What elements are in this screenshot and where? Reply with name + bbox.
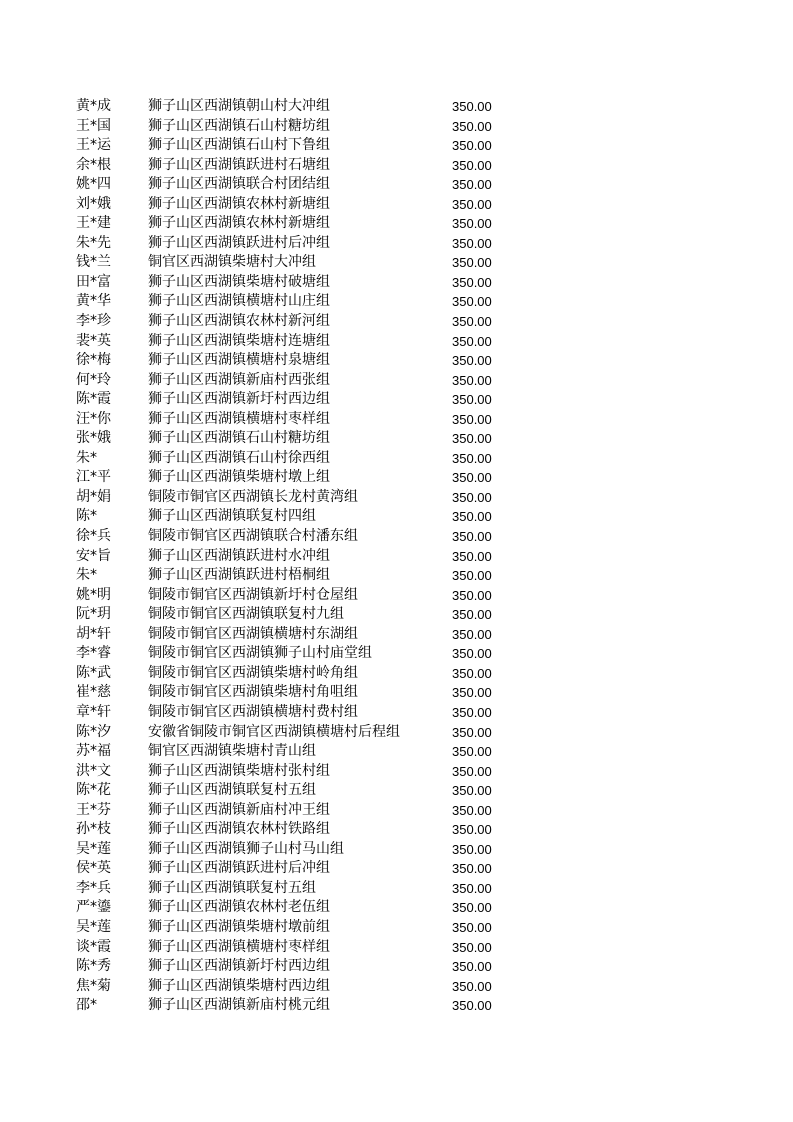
table-row [0, 371, 793, 391]
address-cell: 狮子山区西湖镇新圩村西边组 [148, 958, 330, 975]
address-cell: 铜陵市铜官区西湖镇长龙村黄湾组 [148, 488, 358, 505]
address-cell: 铜陵市铜官区西湖镇横塘村东湖组 [148, 625, 358, 642]
address-cell: 狮子山区西湖镇跃进村水冲组 [148, 547, 330, 564]
address-cell: 铜陵市铜官区西湖镇新圩村仓屋组 [148, 586, 358, 603]
table-row [0, 664, 793, 684]
table-row [0, 117, 793, 137]
table-row [0, 801, 793, 821]
table-row [0, 605, 793, 625]
name-cell: 陈* [76, 508, 97, 525]
name-cell: 李*珍 [76, 313, 111, 330]
table-row [0, 879, 793, 899]
amount-cell: 350.00 [452, 509, 492, 525]
amount-cell: 350.00 [452, 489, 492, 505]
address-cell: 狮子山区西湖镇狮子山村马山组 [148, 840, 344, 857]
name-cell: 姚*明 [76, 586, 111, 603]
address-cell: 狮子山区西湖镇联复村四组 [148, 508, 316, 525]
amount-cell: 350.00 [452, 411, 492, 427]
name-cell: 徐*梅 [76, 352, 111, 369]
name-cell: 苏*福 [76, 743, 111, 760]
table-row [0, 234, 793, 254]
amount-cell: 350.00 [452, 783, 492, 799]
amount-cell: 350.00 [452, 763, 492, 779]
amount-cell: 350.00 [452, 353, 492, 369]
address-cell: 狮子山区西湖镇石山村糖坊组 [148, 117, 330, 134]
name-cell: 徐*兵 [76, 528, 111, 545]
subsidy-list-table [0, 97, 793, 1016]
name-cell: 洪*文 [76, 762, 111, 779]
address-cell: 狮子山区西湖镇横塘村枣样组 [148, 938, 330, 955]
address-cell: 狮子山区西湖镇柴塘村墩上组 [148, 469, 330, 486]
amount-cell: 350.00 [452, 333, 492, 349]
address-cell: 铜官区西湖镇柴塘村青山组 [148, 743, 316, 760]
table-row [0, 683, 793, 703]
address-cell: 狮子山区西湖镇跃进村后冲组 [148, 860, 330, 877]
amount-cell: 350.00 [452, 450, 492, 466]
address-cell: 狮子山区西湖镇跃进村梧桐组 [148, 567, 330, 584]
name-cell: 王*芬 [76, 801, 111, 818]
address-cell: 狮子山区西湖镇横塘村山庄组 [148, 293, 330, 310]
name-cell: 李*睿 [76, 645, 111, 662]
table-row [0, 292, 793, 312]
amount-cell: 350.00 [452, 372, 492, 388]
table-row [0, 507, 793, 527]
name-cell: 陈*花 [76, 782, 111, 799]
amount-cell: 350.00 [452, 744, 492, 760]
address-cell: 狮子山区西湖镇横塘村枣样组 [148, 410, 330, 427]
amount-cell: 350.00 [452, 314, 492, 330]
name-cell: 李*兵 [76, 879, 111, 896]
table-row [0, 566, 793, 586]
address-cell: 狮子山区西湖镇跃进村后冲组 [148, 234, 330, 251]
name-cell: 崔*慈 [76, 684, 111, 701]
amount-cell: 350.00 [452, 665, 492, 681]
name-cell: 陈*武 [76, 664, 111, 681]
name-cell: 胡*轩 [76, 625, 111, 642]
amount-cell: 350.00 [452, 959, 492, 975]
table-row [0, 742, 793, 762]
table-row [0, 156, 793, 176]
table-row [0, 820, 793, 840]
table-row [0, 214, 793, 234]
table-row [0, 527, 793, 547]
address-cell: 狮子山区西湖镇横塘村泉塘组 [148, 352, 330, 369]
table-row [0, 468, 793, 488]
amount-cell: 350.00 [452, 274, 492, 290]
table-row [0, 195, 793, 215]
amount-cell: 350.00 [452, 822, 492, 838]
amount-cell: 350.00 [452, 841, 492, 857]
table-row [0, 938, 793, 958]
table-row [0, 957, 793, 977]
name-cell: 朱*先 [76, 234, 111, 251]
table-row [0, 332, 793, 352]
amount-cell: 350.00 [452, 880, 492, 896]
table-row [0, 429, 793, 449]
address-cell: 狮子山区西湖镇石山村徐西组 [148, 449, 330, 466]
amount-cell: 350.00 [452, 99, 492, 114]
address-cell: 狮子山区西湖镇石山村糖坊组 [148, 430, 330, 447]
address-cell: 狮子山区西湖镇农林村新河组 [148, 313, 330, 330]
address-cell: 狮子山区西湖镇柴塘村墩前组 [148, 918, 330, 935]
address-cell: 狮子山区西湖镇柴塘村破塘组 [148, 273, 330, 290]
address-cell: 狮子山区西湖镇柴塘村西边组 [148, 977, 330, 994]
table-row [0, 918, 793, 938]
address-cell: 狮子山区西湖镇石山村下鲁组 [148, 137, 330, 154]
table-row [0, 625, 793, 645]
address-cell: 狮子山区西湖镇柴塘村张村组 [148, 762, 330, 779]
amount-cell: 350.00 [452, 626, 492, 642]
table-row [0, 253, 793, 273]
amount-cell: 350.00 [452, 685, 492, 701]
name-cell: 谈*霞 [76, 938, 111, 955]
name-cell: 朱* [76, 449, 97, 466]
table-row [0, 703, 793, 723]
name-cell: 吴*莲 [76, 840, 111, 857]
table-row [0, 351, 793, 371]
address-cell: 狮子山区西湖镇朝山村大冲组 [148, 98, 330, 114]
table-row [0, 762, 793, 782]
address-cell: 铜官区西湖镇柴塘村大冲组 [148, 254, 316, 271]
amount-cell: 350.00 [452, 646, 492, 662]
amount-cell: 350.00 [452, 978, 492, 994]
amount-cell: 350.00 [452, 392, 492, 408]
name-cell: 黄*成 [76, 98, 111, 114]
address-cell: 狮子山区西湖镇新庙村冲王组 [148, 801, 330, 818]
table-row [0, 898, 793, 918]
table-row [0, 449, 793, 469]
amount-cell: 350.00 [452, 235, 492, 251]
name-cell: 余*根 [76, 156, 111, 173]
table-row [0, 781, 793, 801]
amount-cell: 350.00 [452, 724, 492, 740]
name-cell: 姚*四 [76, 176, 111, 193]
amount-cell: 350.00 [452, 196, 492, 212]
name-cell: 田*富 [76, 273, 111, 290]
name-cell: 章*轩 [76, 703, 111, 720]
table-row [0, 840, 793, 860]
address-cell: 狮子山区西湖镇柴塘村连塘组 [148, 332, 330, 349]
table-row [0, 859, 793, 879]
name-cell: 张*娥 [76, 430, 111, 447]
address-cell: 铜陵市铜官区西湖镇横塘村费村组 [148, 703, 358, 720]
name-cell: 江*平 [76, 469, 111, 486]
address-cell: 狮子山区西湖镇联合村团结组 [148, 176, 330, 193]
name-cell: 陈*秀 [76, 958, 111, 975]
address-cell: 狮子山区西湖镇联复村五组 [148, 782, 316, 799]
amount-cell: 350.00 [452, 548, 492, 564]
address-cell: 铜陵市铜官区西湖镇狮子山村庙堂组 [148, 645, 372, 662]
name-cell: 胡*娟 [76, 488, 111, 505]
amount-cell: 350.00 [452, 294, 492, 310]
amount-cell: 350.00 [452, 255, 492, 271]
table-row [0, 273, 793, 293]
name-cell: 朱* [76, 567, 97, 584]
amount-cell: 350.00 [452, 470, 492, 486]
table-row [0, 723, 793, 743]
address-cell: 狮子山区西湖镇新庙村桃元组 [148, 997, 330, 1014]
name-cell: 黄*华 [76, 293, 111, 310]
address-cell: 狮子山区西湖镇新圩村西边组 [148, 391, 330, 408]
address-cell: 狮子山区西湖镇新庙村西张组 [148, 371, 330, 388]
name-cell: 刘*娥 [76, 195, 111, 212]
amount-cell: 350.00 [452, 861, 492, 877]
name-cell: 阮*玥 [76, 606, 111, 623]
name-cell: 汪*你 [76, 410, 111, 427]
amount-cell: 350.00 [452, 157, 492, 173]
name-cell: 钱*兰 [76, 254, 111, 271]
table-row [0, 175, 793, 195]
name-cell: 何*玲 [76, 371, 111, 388]
amount-cell: 350.00 [452, 998, 492, 1014]
amount-cell: 350.00 [452, 118, 492, 134]
amount-cell: 350.00 [452, 939, 492, 955]
amount-cell: 350.00 [452, 568, 492, 584]
amount-cell: 350.00 [452, 138, 492, 154]
name-cell: 王*建 [76, 215, 111, 232]
amount-cell: 350.00 [452, 704, 492, 720]
name-cell: 王*国 [76, 117, 111, 134]
table-row [0, 996, 793, 1016]
amount-cell: 350.00 [452, 919, 492, 935]
table-row [0, 136, 793, 156]
name-cell: 严*鎏 [76, 899, 111, 916]
address-cell: 狮子山区西湖镇农林村新塘组 [148, 215, 330, 232]
name-cell: 孙*枝 [76, 821, 111, 838]
address-cell: 狮子山区西湖镇跃进村石塘组 [148, 156, 330, 173]
name-cell: 王*运 [76, 137, 111, 154]
address-cell: 铜陵市铜官区西湖镇联复村九组 [148, 606, 344, 623]
address-cell: 安徽省铜陵市铜官区西湖镇横塘村后程组 [148, 723, 400, 740]
name-cell: 侯*英 [76, 860, 111, 877]
amount-cell: 350.00 [452, 216, 492, 232]
address-cell: 狮子山区西湖镇农林村铁路组 [148, 821, 330, 838]
amount-cell: 350.00 [452, 529, 492, 545]
amount-cell: 350.00 [452, 900, 492, 916]
name-cell: 吴*莲 [76, 918, 111, 935]
table-row [0, 390, 793, 410]
amount-cell: 350.00 [452, 607, 492, 623]
table-row [0, 547, 793, 567]
name-cell: 邵* [76, 997, 97, 1014]
table-row [0, 312, 793, 332]
table-row [0, 977, 793, 997]
amount-cell: 350.00 [452, 431, 492, 447]
table-row [0, 488, 793, 508]
amount-cell: 350.00 [452, 802, 492, 818]
table-row [0, 97, 793, 117]
address-cell: 狮子山区西湖镇农林村老伍组 [148, 899, 330, 916]
address-cell: 铜陵市铜官区西湖镇联合村潘东组 [148, 528, 358, 545]
table-row [0, 410, 793, 430]
address-cell: 铜陵市铜官区西湖镇柴塘村角咀组 [148, 684, 358, 701]
table-row [0, 644, 793, 664]
amount-cell: 350.00 [452, 177, 492, 193]
name-cell: 陈*霞 [76, 391, 111, 408]
table-row [0, 586, 793, 606]
name-cell: 陈*汐 [76, 723, 111, 740]
address-cell: 狮子山区西湖镇农林村新塘组 [148, 195, 330, 212]
address-cell: 狮子山区西湖镇联复村五组 [148, 879, 316, 896]
name-cell: 裴*英 [76, 332, 111, 349]
amount-cell: 350.00 [452, 587, 492, 603]
address-cell: 铜陵市铜官区西湖镇柴塘村岭角组 [148, 664, 358, 681]
name-cell: 安*旨 [76, 547, 111, 564]
name-cell: 焦*菊 [76, 977, 111, 994]
